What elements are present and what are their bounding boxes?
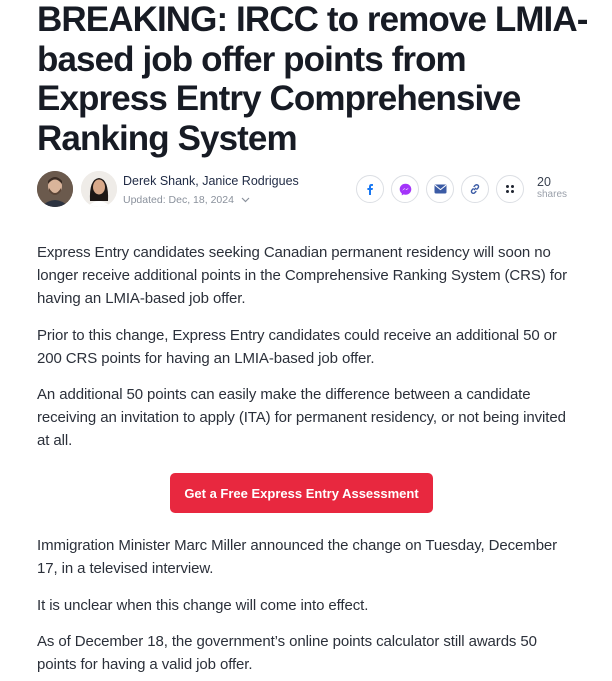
copy-link-button[interactable] (461, 175, 489, 203)
email-icon (434, 184, 447, 194)
paragraph-5: It is unclear when this change will come into effect. (37, 597, 369, 614)
updated-date: Dec, 18, 2024 (168, 194, 234, 206)
paragraph-2: Prior to this change, Express Entry candidates could receive an additional 50 or 200 CRS points for having an LMIA-based job offer. (37, 327, 557, 367)
messenger-share-button[interactable] (391, 175, 419, 203)
byline (37, 171, 577, 211)
author-avatar-derek[interactable] (37, 171, 73, 207)
more-share-button[interactable] (496, 175, 524, 203)
email-share-button[interactable] (426, 175, 454, 203)
chevron-down-icon[interactable] (241, 197, 250, 203)
article-headline: BREAKING: IRCC to remove LMIA-based job offer points from Express Entry Comprehensive Ranking System (37, 0, 588, 158)
paragraph-6: As of December 18, the government’s online points calculator still awards 50 points for having a valid job offer. (37, 633, 537, 673)
share-count (537, 176, 567, 201)
free-assessment-button[interactable]: Get a Free Express Entry Assessment (170, 473, 433, 513)
updated-label: Updated: (123, 194, 166, 206)
facebook-share-button[interactable] (356, 175, 384, 203)
author-avatar-janice[interactable] (81, 171, 117, 207)
paragraph-4: Immigration Minister Marc Miller announced the change on Tuesday, December 17, in a televised interview. (37, 537, 558, 577)
paragraph-3: An additional 50 points can easily make the difference between a candidate receiving an invitation to apply (ITA) for permanent residency, or not being invited at all. (37, 386, 566, 449)
share-count-number: 20 (537, 175, 551, 189)
more-icon (504, 183, 516, 195)
updated-info (123, 194, 250, 206)
facebook-icon (364, 183, 376, 195)
messenger-icon (399, 183, 412, 196)
link-icon (469, 183, 481, 195)
share-count-label: shares (537, 189, 568, 200)
paragraph-1: Express Entry candidates seeking Canadian permanent residency will soon no longer receive additional points in the Comprehensive Ranking System (CRS) for having an LMIA-based job offer. (37, 244, 567, 307)
author-names[interactable]: Derek Shank, Janice Rodrigues (123, 174, 299, 188)
